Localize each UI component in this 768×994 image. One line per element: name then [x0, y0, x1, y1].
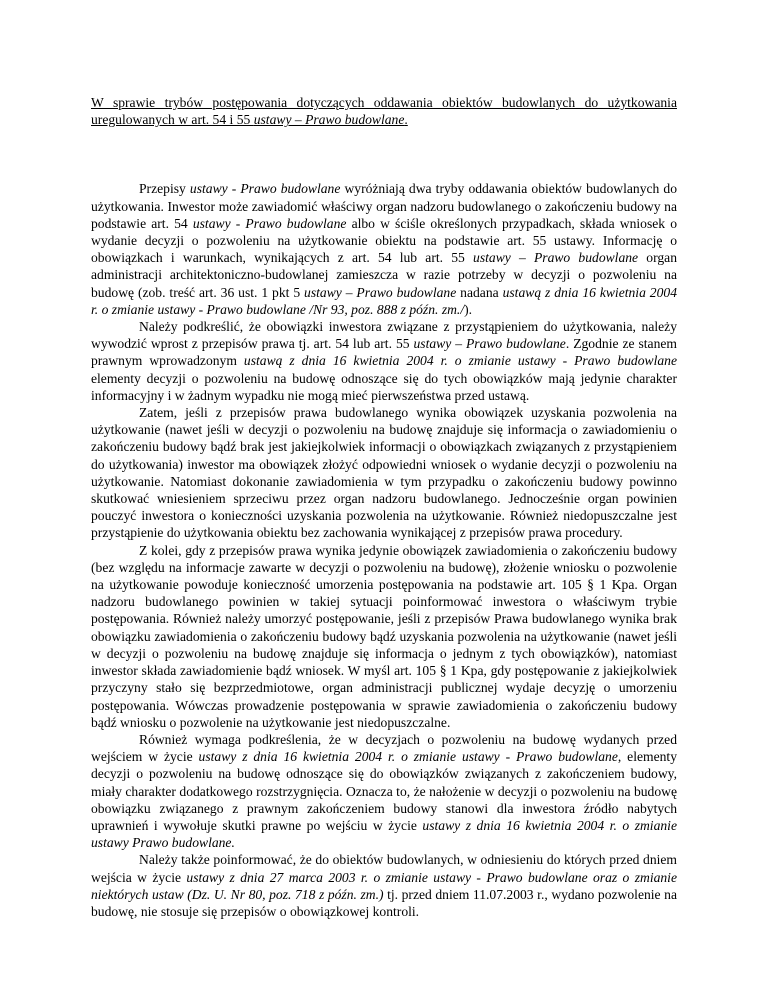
paragraph	[91, 731, 677, 851]
document-title	[91, 94, 677, 128]
italic-run: ustawy – Prawo budowlane	[473, 250, 639, 266]
paragraph	[91, 404, 677, 542]
title-part-italic: ustawy – Prawo budowlane	[253, 112, 405, 128]
italic-run: ustawy – Prawo budowlane	[304, 284, 457, 300]
text-run: elementy decyzji o pozwoleniu na budowę odnoszące się do tych obowiązków mają jedynie charakter informacyjny i w żadnym wypadku nie mogą mieć pierwszeństwa przed ustawą.	[91, 370, 677, 403]
italic-run: ustawy z dnia 16 kwietnia 2004 r. o zmianie ustawy Prawo budowlane.	[91, 817, 677, 851]
italic-run: ustawy – Prawo budowlane	[413, 336, 566, 352]
text-run: nadana	[456, 284, 503, 300]
text-run: albo w ściśle określonych przypadkach, składa wniosek o wydanie decyzji o pozwoleniu na użytkowanie obiektu na podstawie art. 55 ustawy. Informację o obowiązkach i warunkach, wynikających z art. 54 lub art. 55	[91, 215, 677, 266]
paragraph	[91, 542, 677, 731]
title-spacer	[91, 128, 677, 180]
text-run: wyróżniają dwa tryby oddawania obiektów budowlanych do użytkowania. Inwestor może zawiadomić właściwy organ nadzoru budowlanego o zakończeniu budowy na podstawie art. 54	[91, 181, 678, 231]
text-run: Należy podkreślić, że obowiązki inwestora związane z przystąpieniem do użytkowania, należy wywodzić wprost z przepisów prawa tj. art. 54 lub art. 55	[91, 319, 677, 352]
title-part: W sprawie trybów postępowania dotyczących oddawania obiektów budowlanych do użytkowania uregulowanych w art. 54 i 55	[91, 95, 677, 128]
text-run: Również wymaga podkreślenia, że w decyzjach o pozwoleniu na budowę wydanych przed wejściem w życie	[91, 731, 677, 765]
text-run: Zatem, jeśli z przepisów prawa budowlanego wynika obowiązek uzyskania pozwolenia na użytkowanie (nawet jeśli w decyzji o pozwoleniu na budowę znajduje się informacja o zawiadomieniu o zakończeniu budowy bądź brak jest jakiejkolwiek informacji o obowiązkach związanych z przystąpieniem do użytkowania) inwestor ma obowiązek złożyć odpowiedni wniosek o wydanie decyzji o pozwoleniu na użytkowanie. Natomiast dokonanie zawiadomienia w tym przypadku o zakończeniu budowy powinno skutkować wniesieniem sprzeciwu przez organ nadzoru budowlanego. Jednocześnie organ powinien pouczyć inwestora o konieczności uzyskania pozwolenia na użytkowanie. Również niedopuszczalne jest przystąpienie do użytkowania obiektu bez zachowania wynikającej z przepisów prawa procedury.	[91, 405, 677, 541]
italic-run: ustawy z dnia 16 kwietnia 2004 r. o zmianie ustawy - Prawo budowlane	[198, 749, 618, 765]
document-page	[91, 94, 677, 920]
italic-run: ustawy - Prawo budowlane	[189, 181, 341, 197]
paragraph	[91, 180, 677, 318]
title-part: .	[404, 112, 408, 128]
text-run: , elementy decyzji o pozwoleniu na budowę odnoszące się do obowiązków związanych z zakończeniem budowy, miały charakter dodatkowego rozstrzygnięcia. Oznacza to, że nałożenie w decyzji o pozwoleniu na budowę obowiązku związanego z prawnym zakończeniem budowy stanowi dla inwestora źródło nabytych uprawnień i wywołuje skutki prawne po wejściu w życie	[91, 749, 677, 833]
italic-run: ustawy - Prawo budowlane	[192, 215, 347, 231]
text-run: Z kolei, gdy z przepisów prawa wynika jedynie obowiązek zawiadomienia o zakończeniu budowy (bez względu na informacje zawarte w decyzji o pozwoleniu na budowę), złożenie wniosku o pozwolenie na użytkowanie powoduje konieczność umorzenia postępowania na podstawie art. 105 § 1 Kpa. Organ nadzoru budowlanego powinien w takiej sytuacji poinformować inwestora o właściwym trybie postępowania. Również należy umorzyć postępowanie, jeśli z przepisów Prawa budowlanego wynika brak obowiązku zawiadomienia o zakończeniu budowy bądź uzyskania pozwolenia na użytkowanie (nawet jeśli w decyzji o pozwoleniu na budowę znajduje się informacja o jednym z tych obowiązków), natomiast inwestor składa zawiadomienie bądź wniosek. W myśl art. 105 § 1 Kpa, gdy postępowanie z jakiejkolwiek przyczyny stało się bezprzedmiotowe, organ administracji publicznej wydaje decyzję o umorzeniu postępowania. Wówczas prowadzenie postępowania w sprawie zawiadomienia o zakończeniu budowy bądź wniosku o pozwolenie na użytkowanie jest niedopuszczalne.	[91, 542, 677, 730]
document-body	[91, 180, 677, 920]
text-run: organ administracji architektoniczno-budowlanej zamieszcza w razie potrzeby w decyzji o pozwoleniu na budowę (zob. treść art. 36 ust. 1 pkt 5	[91, 250, 677, 300]
paragraph	[91, 851, 677, 920]
italic-run: ustawą z dnia 16 kwietnia 2004 r. o zmianie ustawy - Prawo budowlane /Nr 93, poz. 888 z późn. zm./	[91, 284, 677, 317]
text-run: Należy także poinformować, że do obiektów budowlanych, w odniesieniu do których przed dniem wejścia w życie	[91, 852, 677, 885]
text-run: ).	[464, 301, 473, 317]
italic-run: ustawą z dnia 16 kwietnia 2004 r. o zmianie ustawy - Prawo budowlane	[243, 353, 677, 369]
text-run: tj. przed dniem 11.07.2003 r., wydano pozwolenie na budowę, nie stosuje się przepisów o obowiązkowej kontroli.	[91, 886, 677, 919]
paragraph	[91, 318, 677, 404]
text-run: . Zgodnie ze stanem prawnym wprowadzonym	[91, 336, 677, 369]
italic-run: ustawy z dnia 27 marca 2003 r. o zmianie ustawy - Prawo budowlane oraz o zmianie niektórych ustaw (Dz. U. Nr 80, poz. 718 z późn. zm.)	[91, 869, 677, 902]
text-run: Przepisy	[139, 181, 190, 197]
